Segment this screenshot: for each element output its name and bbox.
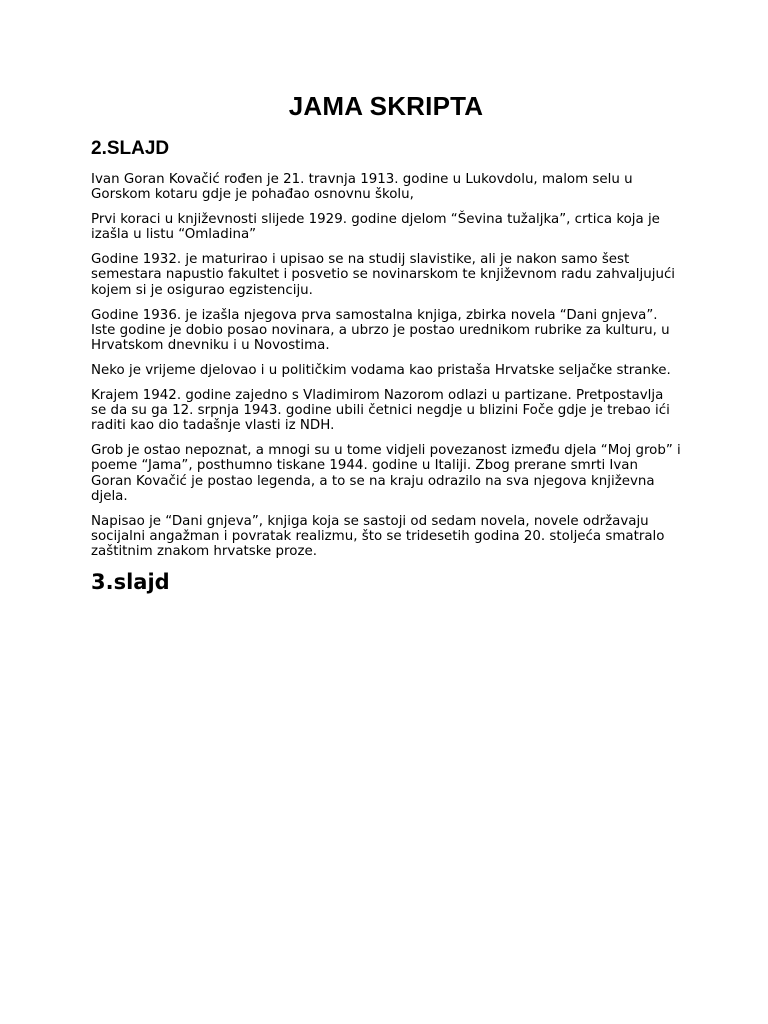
paragraph: Ivan Goran Kovačić rođen je 21. travnja 1913. godine u Lukovdolu, malom selu u Gorskom kotaru gdje je pohađao osnovnu školu, xyxy=(91,172,633,203)
document-content xyxy=(91,88,681,595)
paragraph: Godine 1936. je izašla njegova prva samostalna knjiga, zbirka novela “Dani gnjeva”. Iste godine je dobio posao novinara, a ubrzo je postao urednikom rubrike za kulturu, u Hrvatskom dnevniku i u Novostima. xyxy=(91,307,670,354)
paragraph: Grob je ostao nepoznat, a mnogi su u tome vidjeli povezanost između djela “Moj grob” i poeme “Jama”, posthumno tiskane 1944. godine u Italiji. Zbog prerane smrti Ivan Goran Kovačić je postao legenda, a to se na kraju odrazilo na sva njegova književna djela. xyxy=(91,443,681,505)
paragraph: Krajem 1942. godine zajedno s Vladimirom Nazorom odlazi u partizane. Pretpostavlja se da su ga 12. srpnja 1943. godine ubili četnici negdje u blizini Foče gdje je trebao ići raditi kao dio tadašnje vlasti iz NDH. xyxy=(91,387,670,434)
document-title: JAMA SKRIPTA xyxy=(288,91,484,121)
paragraph: Prvi koraci u književnosti slijede 1929. godine djelom “Ševina tužaljka”, crtica koja je izašla u listu “Omladina” xyxy=(91,212,660,243)
paragraph: Godine 1932. je maturirao i upisao se na studij slavistike, ali je nakon samo šest semestara napustio fakultet i posvetio se novinarskom te književnom radu zahvaljujući kojem si je osigurao egzistenciju. xyxy=(91,252,676,298)
section-heading-2-slajd: 2.SLAJD xyxy=(91,138,170,159)
section-heading-3-slajd: 3.slajd xyxy=(91,570,170,595)
paragraph: Neko je vrijeme djelovao i u političkim vodama kao pristaša Hrvatske seljačke stranke. xyxy=(91,362,671,378)
paragraph: Napisao je “Dani gnjeva”, knjiga koja se sastoji od sedam novela, novele održavaju socijalni angažman i povratak realizmu, što se tridesetih godina 20. stoljeća smatralo zaštitnim znakom hrvatske proze. xyxy=(91,513,665,560)
